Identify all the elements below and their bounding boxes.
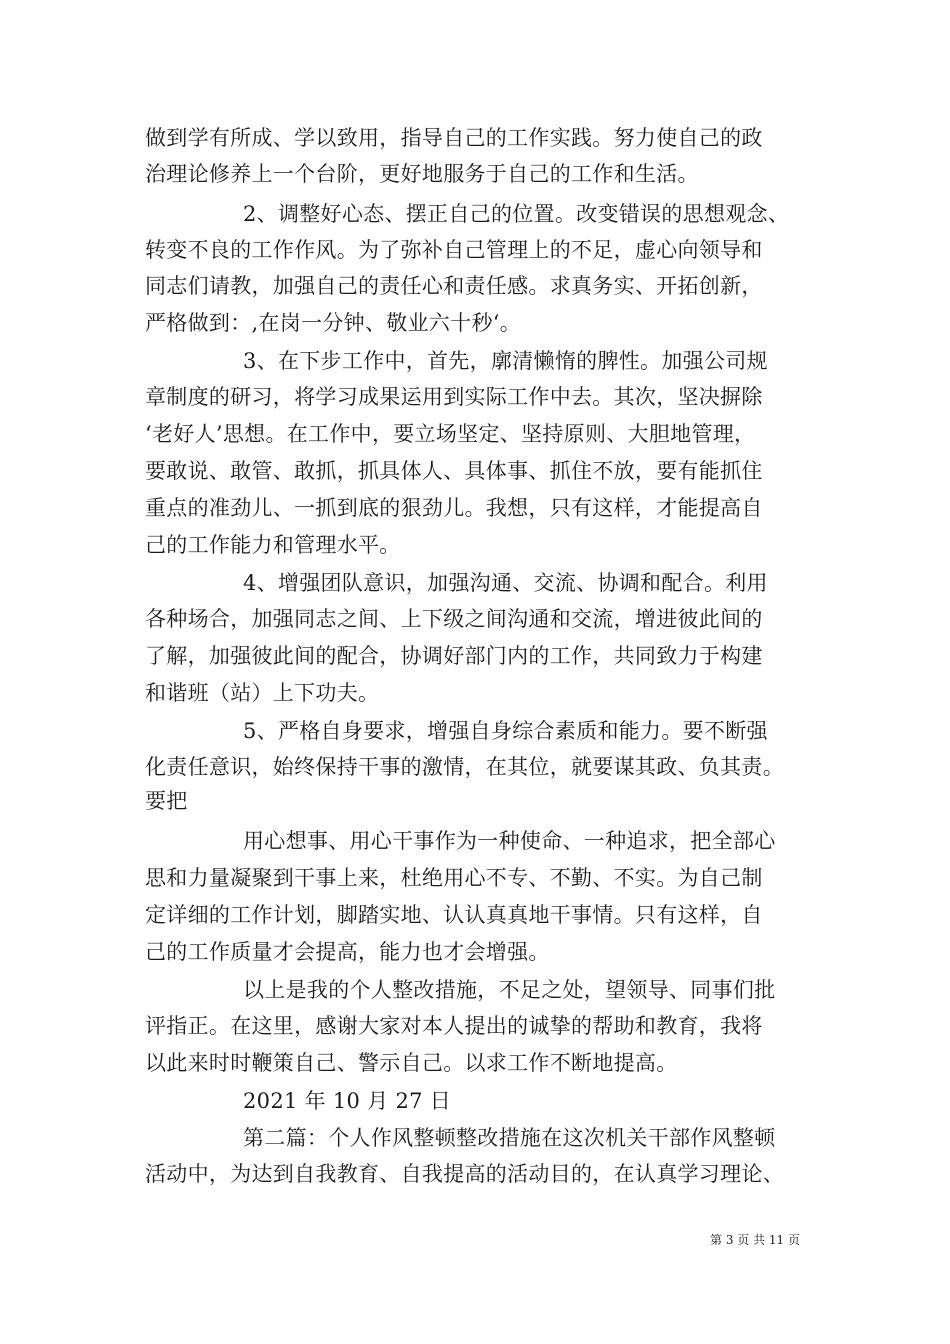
text-line: 评指正。在这里，感谢大家对本人提出的诚挚的帮助和教育，我将: [145, 1014, 763, 1038]
text-line: 己的工作能力和管理水平。: [145, 533, 401, 557]
text-line: 治理论修养上一个台阶，更好地服务于自己的工作和生活。: [145, 162, 699, 186]
text-line: 做到学有所成、学以致用，指导自己的工作实践。努力使自己的政: [145, 126, 763, 150]
text-line: 第二篇：个人作风整顿整改措施在这次机关干部作风整顿: [243, 1126, 776, 1150]
text-line: 思和力量凝聚到干事上来，杜绝用心不专、不勤、不实。为自己制: [145, 866, 763, 890]
text-line: 4、增强团队意识，加强沟通、交流、协调和配合。利用: [243, 571, 768, 595]
text-line: 3、在下步工作中，首先，廓清懒惰的脾性。加强公司规: [243, 349, 768, 373]
text-line: 同志们请教，加强自己的责任心和责任感。求真务实、开拓创新，: [145, 274, 763, 298]
text-line: 要敢说、敢管、敢抓，抓具体人、具体事、抓住不放，要有能抓住: [145, 459, 763, 483]
text-line: 以上是我的个人整改措施，不足之处，望领导、同事们批: [243, 978, 776, 1002]
page-number-footer: 第 3 页 共 11 页: [710, 1233, 800, 1247]
text-line: 转变不良的工作作风。为了弥补自己管理上的不足，虚心向领导和: [145, 238, 763, 262]
text-line: 重点的准劲儿、一抓到底的狠劲儿。我想，只有这样，才能提高自: [145, 496, 763, 520]
text-line: 己的工作质量才会提高，能力也才会增强。: [145, 940, 550, 964]
text-line: 要把: [145, 789, 188, 813]
text-line: 严格做到：,在岗一分钟、敬业六十秒‘。: [145, 311, 522, 335]
text-line: 定详细的工作计划，脚踏实地、认认真真地干事情。只有这样，自: [145, 903, 763, 927]
text-line: ‘老好人’思想。在工作中，要立场坚定、坚持原则、大胆地管理，: [145, 422, 756, 446]
text-line: 2、调整好心态、摆正自己的位置。改变错误的思想观念、: [243, 202, 790, 226]
text-line: 了解，加强彼此间的配合，协调好部门内的工作，共同致力于构建: [145, 644, 763, 668]
text-line: 以此来时时鞭策自己、警示自己。以求工作不断地提高。: [145, 1051, 678, 1075]
text-line: 和谐班（站）上下功夫。: [145, 681, 380, 705]
text-line: 活动中，为达到自我教育、自我提高的活动目的，在认真学习理论、: [145, 1162, 784, 1186]
text-line: 化责任意识，始终保持干事的激情，在其位，就要谋其政、负其责。: [145, 755, 784, 779]
text-line: 各种场合，加强同志之间、上下级之间沟通和交流，增进彼此间的: [145, 607, 763, 631]
date-line: 2021 年 10 月 27 日: [243, 1089, 452, 1113]
text-line: 5、严格自身要求，增强自身综合素质和能力。要不断强: [243, 719, 768, 743]
text-line: 章制度的研习，将学习成果运用到实际工作中去。其次，坚决摒除: [145, 385, 763, 409]
text-line: 用心想事、用心干事作为一种使命、一种追求，把全部心: [243, 829, 776, 853]
